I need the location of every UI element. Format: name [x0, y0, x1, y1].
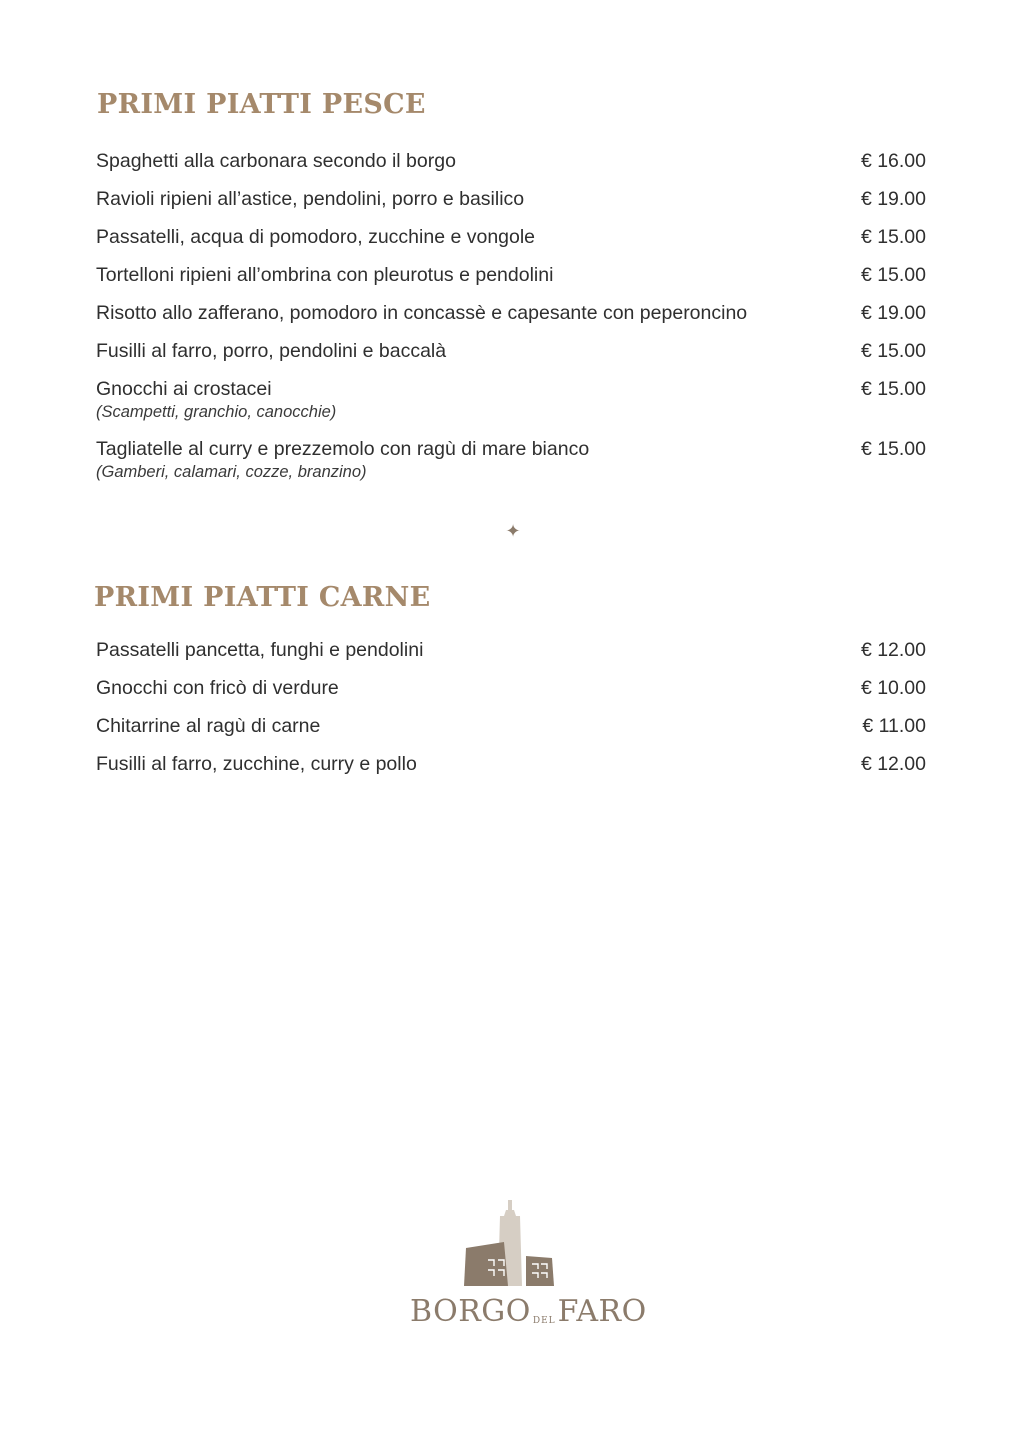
- logo-word-borgo: BORGO: [410, 1294, 531, 1329]
- lighthouse-castle-icon: [410, 1196, 620, 1292]
- dish-name: Tortelloni ripieni all’ombrina con pleurotus e pendolini: [96, 264, 554, 286]
- logo-wordmark: [410, 1292, 647, 1341]
- dish-note: (Scampetti, granchio, canocchie): [96, 403, 337, 421]
- dish-price: € 15.00: [860, 340, 926, 362]
- borgo-del-faro-logo: [410, 1196, 647, 1336]
- dish-name: Fusilli al farro, zucchine, curry e pollo: [96, 753, 417, 775]
- dish-name: Fusilli al farro, porro, pendolini e baccalà: [96, 340, 447, 362]
- dish-name: Spaghetti alla carbonara secondo il borgo: [96, 150, 456, 172]
- logo-word-faro: FARO: [557, 1294, 647, 1329]
- dish-name: Passatelli pancetta, funghi e pendolini: [96, 639, 424, 661]
- menu-item: [96, 224, 926, 262]
- divider-ornament: ✦: [505, 521, 521, 542]
- menu-item: [96, 675, 926, 713]
- menu-item: [96, 262, 926, 300]
- dish-price: € 19.00: [860, 302, 926, 324]
- menu-list-carne: [96, 637, 926, 789]
- menu-item: [96, 376, 926, 436]
- dish-price: € 15.00: [860, 226, 926, 248]
- menu-item: [96, 436, 926, 496]
- menu-item: [96, 300, 926, 338]
- dish-price: € 19.00: [860, 188, 926, 210]
- logo-word-del: DEL: [532, 1316, 556, 1326]
- dish-price: € 15.00: [860, 438, 926, 460]
- dish-name: Chitarrine al ragù di carne: [96, 715, 321, 737]
- dish-name: Gnocchi con fricò di verdure: [96, 677, 339, 699]
- menu-item: [96, 751, 926, 789]
- dish-name: Ravioli ripieni all’astice, pendolini, porro e basilico: [96, 188, 525, 210]
- menu-item: [96, 637, 926, 675]
- dish-name: Risotto allo zafferano, pomodoro in concassè e capesante con peperoncino: [96, 302, 748, 324]
- dish-price: € 15.00: [860, 264, 926, 286]
- dish-price: € 12.00: [860, 639, 926, 661]
- dish-price: € 15.00: [860, 378, 926, 400]
- dish-price: € 12.00: [860, 753, 926, 775]
- dish-price: € 10.00: [860, 677, 926, 699]
- dish-price: € 11.00: [862, 715, 926, 737]
- menu-item: [96, 148, 926, 186]
- dish-price: € 16.00: [860, 150, 926, 172]
- menu-item: [96, 338, 926, 376]
- dish-name: Gnocchi ai crostacei: [96, 378, 272, 400]
- menu-item: [96, 186, 926, 224]
- menu-item: [96, 713, 926, 751]
- dish-note: (Gamberi, calamari, cozze, branzino): [96, 463, 367, 481]
- menu-list-pesce: [96, 148, 926, 496]
- section-title-carne: PRIMI PIATTI CARNE: [94, 582, 431, 613]
- section-title-pesce: PRIMI PIATTI PESCE: [97, 89, 426, 120]
- dish-name: Passatelli, acqua di pomodoro, zucchine e vongole: [96, 226, 536, 248]
- dish-name: Tagliatelle al curry e prezzemolo con ragù di mare bianco: [96, 438, 590, 460]
